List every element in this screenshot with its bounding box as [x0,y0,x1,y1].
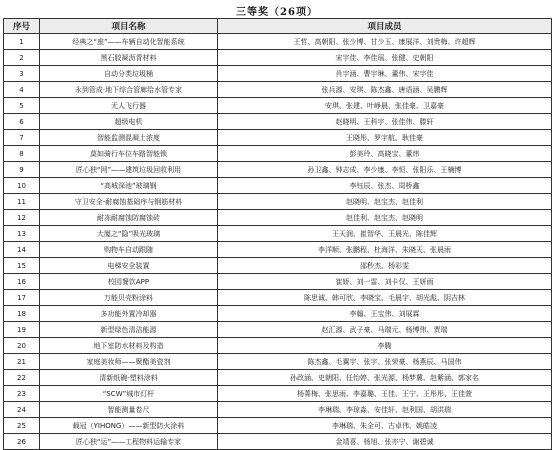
table-row [4,354,552,370]
cell-project-name: 家庭美妆师——聚酯美瓷剂 [40,354,218,370]
table-row [4,258,552,274]
cell-index: 15 [4,258,40,274]
cell-members: 李钰辰、张杰、周桥鑫 [218,178,552,194]
cell-index: 10 [4,178,40,194]
cell-project-name: 匠心独“网”——建筑垃圾回收利用 [40,162,218,178]
cell-project-name: 自动分类垃圾桶 [40,66,218,82]
cell-index: 22 [4,370,40,386]
cell-members: 李腾 [218,338,552,354]
cell-project-name: 守卫安全-耐腐蚀基础序与钢筋材料 [40,194,218,210]
table-row [4,370,552,386]
table-row [4,338,552,354]
table-row [4,434,552,450]
table-row [4,82,552,98]
cell-project-name: 大厦之“隐”吸光玻璃 [40,226,218,242]
cell-members: 陈杰鑫、毛翼宇、张宇、张荣豪、杨燕辰、马国伟 [218,354,552,370]
table-row [4,210,552,226]
header-index: 序号 [4,19,40,34]
cell-project-name: 万能贝壳粉涂料 [40,290,218,306]
cell-members: 李翰、王宝伟、刘展霖 [218,306,552,322]
table-row [4,66,552,82]
page-title: 三等奖（26项） [236,7,318,18]
cell-index: 8 [4,146,40,162]
table-row [4,146,552,162]
table-row [4,114,552,130]
cell-members: 宋宇佳、李佳瑶、张健、史朝阳 [218,50,552,66]
cell-members: 李洋顺、张鹏程、杜海洋、朱晓天、张晨雨 [218,242,552,258]
cell-project-name: 智能测量卷尺 [40,402,218,418]
cell-members: 孙卫鑫、钟志成、李少康、李恒、张阳乐、王楠博 [218,162,552,178]
cell-index: 12 [4,210,40,226]
cell-project-name: 经典之“座”——车辆自动化智能系统 [40,34,218,50]
cell-members: 陈思诚、韩可欣、李晓宝、毛晨宇、胡光彪、阴吉林 [218,290,552,306]
table-row [4,402,552,418]
cell-members: 肖宇涵、曹宇琳、董伟、宋宇佳 [218,66,552,82]
table-row [4,194,552,210]
cell-members: 孙政涵、史朝阳、任怡婷、张光源、杨梦冀、赵紫涵、郭家名 [218,370,552,386]
cell-members: 张兵源、安琪、陈杰鑫、唐语涵、吴鹏辉 [218,82,552,98]
cell-members: 赵晓明、赵宝杰、赵佳利 [218,194,552,210]
cell-project-name: 耐冻耐腐蚀防腐蚀砖 [40,210,218,226]
cell-project-name: 校园餐饮APP [40,274,218,290]
cell-index: 6 [4,114,40,130]
table-row [4,322,552,338]
cell-index: 17 [4,290,40,306]
cell-index: 1 [4,34,40,50]
cell-project-name: 永到管成·地下综合管廊给水管专家 [40,82,218,98]
table-row [4,130,552,146]
cell-project-name: 载冠（YIHONG）——新型防火涂料 [40,418,218,434]
cell-index: 9 [4,162,40,178]
cell-project-name: “SCW”城市灯杆 [40,386,218,402]
cell-index: 4 [4,82,40,98]
cell-members: 邵秒杰、杨彩雯 [218,258,552,274]
header-project-name: 项目名称 [40,19,218,34]
table-header-row [4,19,552,34]
cell-index: 16 [4,274,40,290]
cell-index: 13 [4,226,40,242]
cell-index: 2 [4,50,40,66]
cell-index: 18 [4,306,40,322]
cell-index: 23 [4,386,40,402]
table-row [4,306,552,322]
cell-members: 赵晓明、王科宇、张佳伟、滕轩 [218,114,552,130]
cell-members: 杨菁梅、张思雨、李嘉璐、王佳、王宁、王彤彤、王佳萱 [218,386,552,402]
cell-index: 21 [4,354,40,370]
cell-index: 20 [4,338,40,354]
cell-project-name: 匠心独“运”——工程物料运输专家 [40,434,218,450]
cell-project-name: 地下室防水材料及构造 [40,338,218,354]
cell-project-name: 电梯安全装置 [40,258,218,274]
cell-members: 崔娇、刘一雷、刘卡仅、王妍雨 [218,274,552,290]
table-row [4,242,552,258]
table-row [4,418,552,434]
cell-index: 19 [4,322,40,338]
cell-index: 24 [4,402,40,418]
cell-project-name: 购物车自动跟随 [40,242,218,258]
cell-index: 7 [4,130,40,146]
header-members: 项目成员 [218,19,552,34]
cell-index: 14 [4,242,40,258]
cell-index: 26 [4,434,40,450]
cell-index: 25 [4,418,40,434]
cell-members: 李琳瑞、朱全可、古卓伟、姚皓凌 [218,418,552,434]
cell-members: 金靖喜、杨旭、张亦宁、谢碧诚 [218,434,552,450]
cell-project-name: 莫如骑行车位车路智能锁 [40,146,218,162]
cell-members: 安琪、张建、叶峥晨、张佳豪、卫嘉豪 [218,98,552,114]
cell-project-name: 清新纸碗-塑料涂料 [40,370,218,386]
cell-project-name: 新型绿色清洁能源 [40,322,218,338]
cell-members: 赵佳利、赵宝杰、赵晓明 [218,210,552,226]
cell-members: 李琳瑞、李琼淼、安佳轩、赵利国、胡洪瑞 [218,402,552,418]
table-row [4,34,552,50]
cell-index: 3 [4,66,40,82]
cell-project-name: 多功能外置冷却器 [40,306,218,322]
cell-members: 王哲、高朝阳、张少博、甘少玉、康展洋、刘贵梅、许超辉 [218,34,552,50]
cell-members: 王晓彤、罗宇航、耿佳豪 [218,130,552,146]
table-body [4,34,552,450]
table-row [4,226,552,242]
awards-table [3,18,552,450]
cell-members: 彭美玲、高晓宝、董炜 [218,146,552,162]
table-row [4,274,552,290]
table-row [4,178,552,194]
cell-project-name: 无人飞行器 [40,98,218,114]
cell-project-name: 黑石胶凝沥青材料 [40,50,218,66]
cell-project-name: 智能监测混凝土浓度 [40,130,218,146]
table-row [4,290,552,306]
table-row [4,386,552,402]
cell-members: 王天润、崔智华、王晨光、陈佳辉 [218,226,552,242]
cell-members: 赵汇源、武子豪、马瑞元、杨博伟、贾瑞 [218,322,552,338]
table-row [4,98,552,114]
cell-index: 5 [4,98,40,114]
cell-index: 11 [4,194,40,210]
cell-project-name: 超级电机 [40,114,218,130]
table-row [4,162,552,178]
table-row [4,50,552,66]
cell-project-name: “高城深池”玻璃钢 [40,178,218,194]
